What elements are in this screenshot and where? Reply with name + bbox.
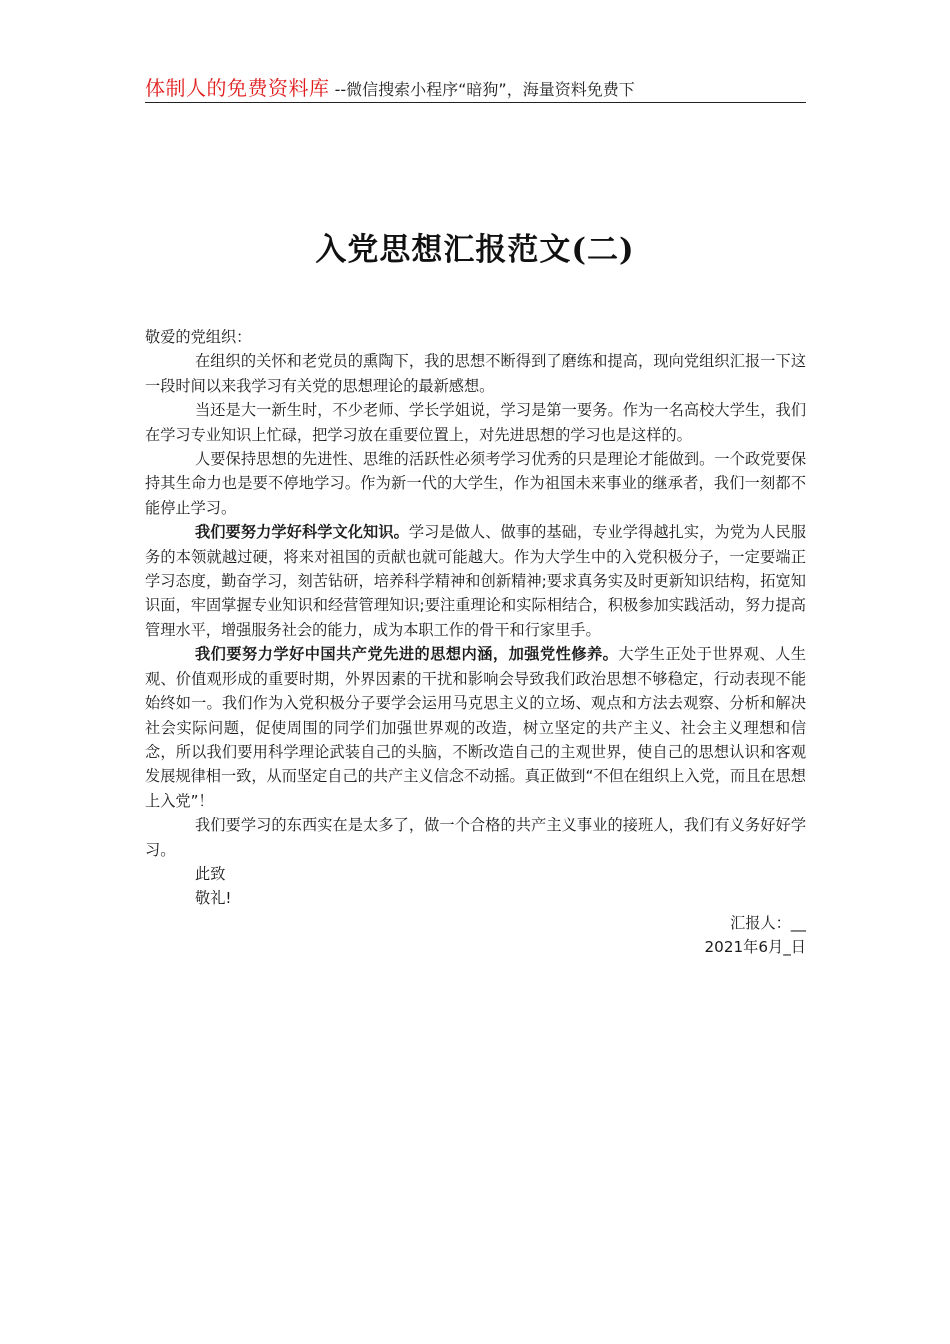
paragraph-3: 人要保持思想的先进性、思维的活跃性必须考学习优秀的只是理论才能做到。一个政党要保持其生命力也是要不停地学习。作为新一代的大学生，作为祖国未来事业的继承者，我们一刻都不能停止学习。 [145,450,806,517]
document-title: 入党思想汇报范文(二) [315,232,635,268]
paragraph-4 [145,520,806,642]
paragraph-5-lead: 我们要努力学好中国共产党先进的思想内涵，加强党性修养。 [195,645,619,664]
closing-line-1: 此致 [195,864,226,883]
page-header [145,72,806,103]
header-tagline: --微信搜索小程序“暗狗”，海量资料免费下 [329,80,635,99]
paragraph-6: 我们要学习的东西实在是太多了，做一个合格的共产主义事业的接班人，我们有义务好好学习。 [145,816,806,859]
paragraph-5-text: 大学生正处于世界观、人生观、价值观形成的重要时期，外界因素的干扰和影响会导致我们政治思想不够稳定，行动表现不能始终如一。我们作为入党积极分子要学会运用马克思主义的立场、观点和方法去观察、分析和解决社会实际问题，促使周围的同学们加强世界观的改造，树立坚定的共产主义、社会主义理想和信念，所以我们要用科学理论武装自己的头脑，不断改造自己的主观世界，使自己的思想认识和客观发展规律相一致，从而坚定自己的共产主义信念不动摇。真正做到“不但在组织上入党，而且在思想上入党”！ [145,645,807,810]
paragraph-1: 在组织的关怀和老党员的熏陶下，我的思想不断得到了磨练和提高，现向党组织汇报一下这一段时间以来我学习有关党的思想理论的最新感想。 [145,352,806,395]
paragraph-4-text: 学习是做人、做事的基础，专业学得越扎实，为党为人民服务的本领就越过硬，将来对祖国的贡献也就可能越大。作为大学生中的入党积极分子，一定要端正学习态度，勤奋学习，刻苦钻研，培养科学精神和创新精神;要求真务实及时更新知识结构，拓宽知识面，牢固掌握专业知识和经营管理知识;要注重理论和实际相结合，积极参加实践活动，努力提高管理水平，增强服务社会的能力，成为本职工作的骨干和行家里手。 [145,523,807,639]
header-brand: 体制人的免费资料库 [145,76,330,100]
salutation: 敬爱的党组织： [145,328,252,346]
paragraph-2: 当还是大一新生时，不少老师、学长学姐说，学习是第一要务。作为一名高校大学生，我们在学习专业知识上忙碌，把学习放在重要位置上，对先进思想的学习也是这样的。 [145,401,806,444]
document-body [145,325,806,960]
paragraph-4-lead: 我们要努力学好科学文化知识。 [195,523,409,542]
signature-date: 2021年6月_日 [704,938,806,957]
paragraph-5 [145,642,806,813]
closing-line-2: 敬礼! [195,889,232,908]
signature-reporter: 汇报人：__ [730,913,806,932]
